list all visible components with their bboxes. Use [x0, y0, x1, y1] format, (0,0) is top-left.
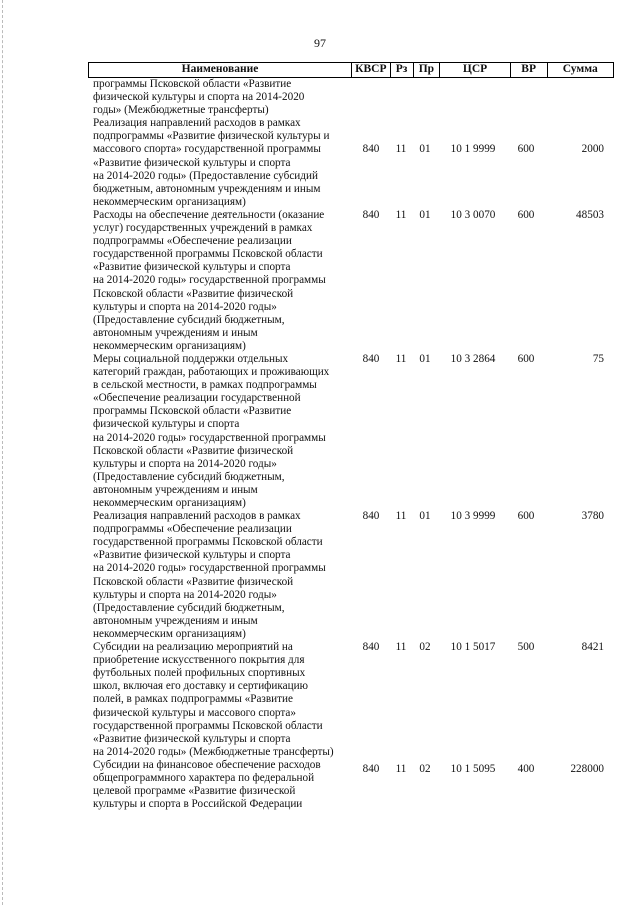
row-vr: 600: [517, 352, 535, 365]
header-pr: Пр: [413, 63, 440, 77]
table-row: [88, 78, 614, 117]
header-rz: Рз: [390, 63, 413, 77]
row-sum: 48503: [576, 208, 604, 221]
row-sum: 75: [592, 352, 604, 365]
header-kvsr: КВСР: [351, 63, 390, 77]
row-csr: 10 3 2864: [450, 352, 496, 365]
row-sum: 2000: [581, 143, 604, 156]
row-name: Расходы на обеспечение деятельности (оказание услуг) государственных учреждений в рамках подпрограммы «Обеспечение реализации государственной программы Псковской области «Развитие физической культуры и спорта на 2014-2020 годы» государственной программы Псковской области «Развитие физической культуры и спорта на 2014-2020 годы» (Предоставление субсидий бюджетным, автономным учреждениям и иным некоммерческим организациям): [93, 208, 326, 352]
row-codes: [352, 353, 610, 366]
row-name: Субсидии на реализацию мероприятий на приобретение искусственного покрытия для футбольных полей профильных спортивных школ, включая его доставку и сертификацию полей, в рамках подпрограммы «Развитие физической культуры и массового спорта» государственной программы Псковской области «Развитие физической культуры и спорта на 2014-2020 годы» (Межбюджетные трансферты): [93, 641, 334, 758]
scan-edge: [2, 0, 4, 905]
row-codes: [352, 510, 610, 523]
table-row: [88, 510, 614, 641]
row-pr: 02: [419, 641, 431, 654]
table-row: [88, 117, 614, 209]
row-kvsr: 840: [362, 641, 380, 654]
header-vr: ВР: [510, 63, 547, 77]
header-name: Наименование: [181, 63, 259, 75]
row-csr: 10 3 0070: [450, 208, 496, 221]
table-row: [88, 759, 614, 811]
row-name: Меры социальной поддержки отдельных категорий граждан, работающих и проживающих в сельской местности, в рамках подпрограммы «Обеспечение реализации государственной программы Псковской области «Развитие физической культуры и спорта на 2014-2020 годы» государственной программы Псковской области «Развитие физической культуры и спорта на 2014-2020 годы» (Предоставление субсидий бюджетным, автономным учреждениям и иным некоммерческим организациям): [93, 352, 330, 509]
row-vr: 600: [517, 510, 535, 523]
row-rz: 11: [395, 208, 407, 221]
row-codes: [352, 117, 610, 156]
row-kvsr: 840: [362, 208, 380, 221]
row-csr: 10 1 5017: [450, 641, 496, 654]
table-header: [88, 62, 614, 78]
row-name: Реализация направлений расходов в рамках подпрограммы «Обеспечение реализации государственной программы Псковской области «Развитие физической культуры и спорта на 2014-2020 годы» государственной программы Псковской области «Развитие физической культуры и спорта на 2014-2020 годы» (Предоставление субсидий бюджетным, автономным учреждениям и иным некоммерческим организациям): [93, 510, 326, 640]
table-row: [88, 641, 614, 759]
row-name: Реализация направлений расходов в рамках подпрограммы «Развитие физической культуры и массового спорта» государственной программы «Развитие физической культуры и спорта на 2014-2020 годы» (Предоставление субсидий бюджетным, автономным учреждениям и иным некоммерческим организациям): [93, 117, 330, 208]
row-vr: 500: [517, 641, 535, 654]
header-sum: Сумма: [547, 63, 614, 77]
header-csr: ЦСР: [439, 63, 509, 77]
row-sum: 3780: [581, 510, 604, 523]
row-csr: 10 1 9999: [450, 143, 496, 156]
budget-table: [88, 62, 614, 811]
row-csr: 10 3 9999: [450, 510, 496, 523]
row-name: Субсидии на финансовое обеспечение расходов общепрограммного характера по федеральной целевой программе «Развитие физической культуры и спорта в Российской Федерации: [93, 758, 321, 811]
row-kvsr: 840: [362, 510, 380, 523]
row-kvsr: 840: [362, 352, 380, 365]
row-sum: 8421: [581, 641, 604, 654]
row-kvsr: 840: [362, 762, 380, 775]
table-row: [88, 353, 614, 510]
row-rz: 11: [395, 641, 407, 654]
row-rz: 11: [395, 510, 407, 523]
row-kvsr: 840: [362, 143, 380, 156]
row-pr: 01: [419, 510, 431, 523]
row-name: программы Псковской области «Развитие физической культуры и спорта на 2014-2020 годы» (Межбюджетные трансферты): [93, 78, 305, 117]
row-rz: 11: [395, 352, 407, 365]
row-rz: 11: [395, 762, 407, 775]
row-codes: [352, 641, 610, 654]
row-vr: 600: [517, 143, 535, 156]
row-pr: 01: [419, 143, 431, 156]
row-codes: [352, 209, 610, 222]
row-vr: 600: [517, 208, 535, 221]
row-pr: 01: [419, 208, 431, 221]
table-row: [88, 209, 614, 353]
row-rz: 11: [395, 143, 407, 156]
page-number: 97: [314, 36, 326, 50]
row-csr: 10 1 5095: [450, 762, 496, 775]
row-sum: 228000: [570, 762, 604, 775]
row-vr: 400: [517, 762, 535, 775]
row-codes: [352, 759, 610, 776]
row-pr: 02: [419, 762, 431, 775]
row-pr: 01: [419, 352, 431, 365]
